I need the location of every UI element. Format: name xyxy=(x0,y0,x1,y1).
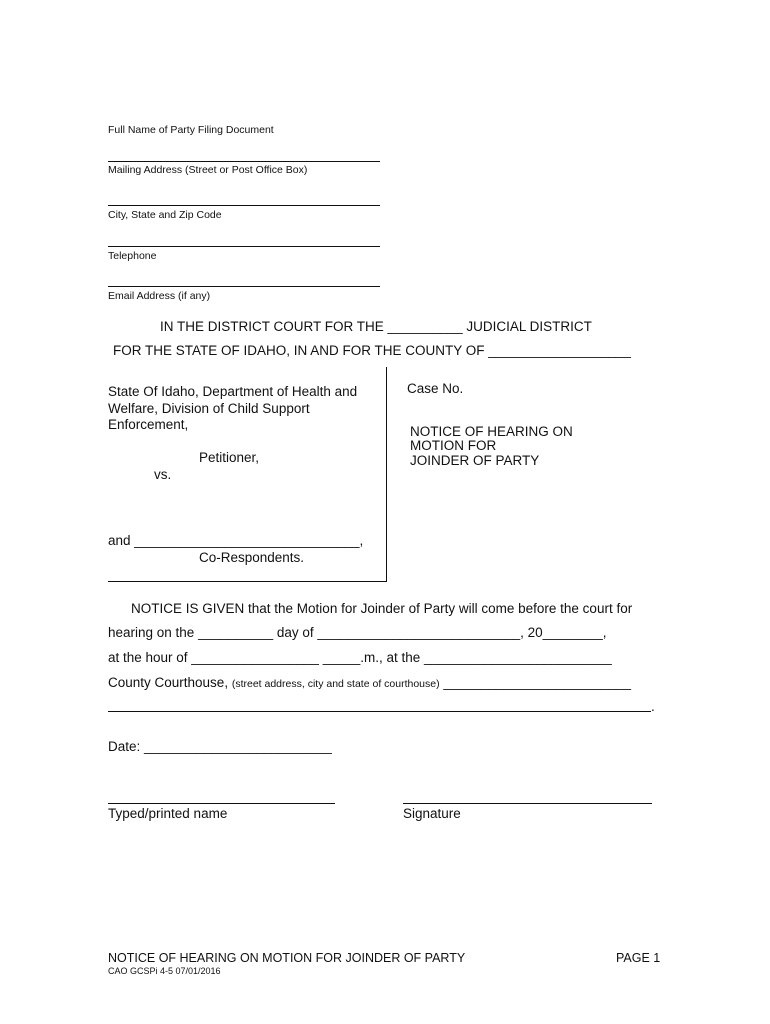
telephone-label: Telephone xyxy=(108,250,157,262)
courthouse-address-line[interactable] xyxy=(108,674,631,692)
document-title-line2: MOTION FOR xyxy=(410,438,497,453)
courthouse-address-period: . xyxy=(651,699,655,714)
courthouse-address-blank[interactable]: _________________________ xyxy=(439,675,632,690)
typed-name-label: Typed/printed name xyxy=(108,806,228,821)
document-title-line3: JOINDER OF PARTY xyxy=(410,453,540,468)
petitioner-name-line1: State Of Idaho, Department of Health and xyxy=(108,384,358,399)
full-name-label: Full Name of Party Filing Document xyxy=(108,124,274,136)
petitioner-name-line2: Welfare, Division of Child Support xyxy=(108,401,310,416)
signature-line[interactable] xyxy=(403,803,652,804)
court-heading-line1: IN THE DISTRICT COURT FOR THE __________ JUDICIAL DISTRICT xyxy=(160,319,592,334)
petitioner-name-line3: Enforcement, xyxy=(108,417,189,432)
hearing-date-line[interactable]: hearing on the __________ day of ___________________________, 20________, xyxy=(108,625,607,640)
case-number-label: Case No. xyxy=(407,381,464,396)
courthouse-address-continuation[interactable] xyxy=(108,711,651,712)
notice-body-line1: NOTICE IS GIVEN that the Motion for Joinder of Party will come before the court for xyxy=(131,601,633,616)
versus-label: vs. xyxy=(154,467,172,482)
mailing-address-label: Mailing Address (Street or Post Office Box) xyxy=(108,164,308,176)
city-state-zip-line[interactable] xyxy=(108,205,380,206)
footer-title: NOTICE OF HEARING ON MOTION FOR JOINDER OF PARTY xyxy=(108,951,466,965)
co-respondents-role: Co-Respondents. xyxy=(199,550,305,565)
courthouse-address-hint: (street address, city and state of courthouse) xyxy=(231,678,440,690)
telephone-line[interactable] xyxy=(108,246,380,247)
court-heading-line2: FOR THE STATE OF IDAHO, IN AND FOR THE COUNTY OF ___________________ xyxy=(113,343,631,358)
courthouse-label: County Courthouse, xyxy=(108,675,232,690)
hearing-time-location-line[interactable]: at the hour of _________________ _____.m., at the _________________________ xyxy=(108,650,612,665)
email-line[interactable] xyxy=(108,286,380,287)
date-field[interactable]: Date: _________________________ xyxy=(108,739,332,754)
email-label: Email Address (if any) xyxy=(108,290,211,302)
caption-bottom-rule xyxy=(108,581,387,582)
petitioner-role: Petitioner, xyxy=(199,450,260,465)
caption-divider xyxy=(386,367,387,581)
mailing-address-line[interactable] xyxy=(108,161,380,162)
typed-name-line[interactable] xyxy=(108,803,335,804)
signature-label: Signature xyxy=(403,806,461,821)
document-title-line1: NOTICE OF HEARING ON xyxy=(410,424,573,439)
co-respondent-name-line[interactable]: and ______________________________, xyxy=(108,533,364,548)
page-number: PAGE 1 xyxy=(616,951,661,965)
form-code: CAO GCSPi 4-5 07/01/2016 xyxy=(108,966,221,976)
city-state-zip-label: City, State and Zip Code xyxy=(108,209,222,221)
